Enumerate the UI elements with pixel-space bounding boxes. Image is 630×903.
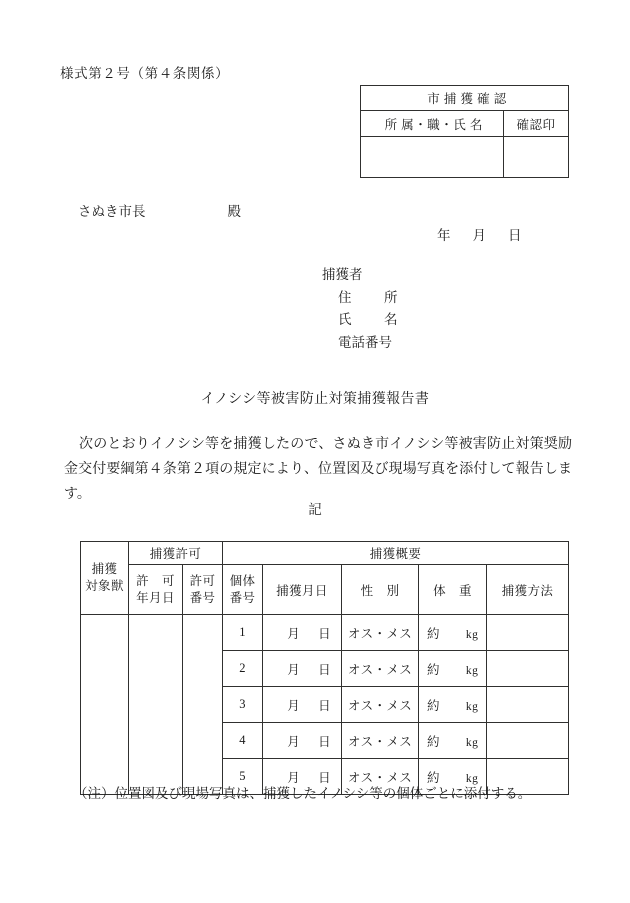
header-permit-number-line2: 番号	[189, 590, 216, 605]
capture-date-day-label: 日	[318, 770, 332, 785]
footnote: （注）位置図及び現場写真は、捕獲したイノシシ等の個体ごとに添付する。	[74, 786, 532, 801]
confirmation-field-affiliation[interactable]	[361, 137, 504, 178]
field-capture-date[interactable]	[263, 651, 342, 687]
weight-approx-label: 約	[427, 698, 440, 713]
capture-date-day-label: 日	[318, 626, 332, 641]
row-number: 1	[223, 615, 263, 651]
ki-marker: 記	[308, 502, 322, 517]
weight-unit-label: kg	[465, 736, 479, 749]
captor-address-label: 住	[338, 289, 352, 305]
document-title: イノシシ等被害防止対策捕獲報告書	[200, 392, 430, 407]
table-row	[81, 615, 569, 651]
header-permit-date-line1: 許 可	[136, 573, 175, 588]
field-weight[interactable]	[419, 651, 487, 687]
header-group-summary: 捕獲概要	[223, 542, 569, 565]
header-permit-number-line1: 許可	[189, 573, 216, 588]
header-permit-date-line2: 年月日	[136, 590, 175, 605]
captor-address-row	[322, 286, 398, 309]
body-paragraph: 次のとおりイノシシ等を捕獲したので、さぬき市イノシシ等被害防止対策奨励金交付要綱第４条第２項の規定により、位置図及び現場写真を添付して報告します。	[64, 437, 572, 502]
captor-phone-label: 電話番号	[338, 334, 392, 350]
confirmation-field-seal[interactable]	[504, 137, 569, 178]
captor-name-label-2: 名	[384, 312, 398, 327]
header-target-animal-line2: 対象獣	[85, 579, 124, 593]
confirmation-table-header: 市 捕 獲 確 認	[361, 86, 569, 111]
field-capture-method[interactable]	[487, 723, 569, 759]
capture-date-month-label: 月	[287, 770, 301, 785]
field-sex[interactable]: オス・メス	[342, 759, 419, 795]
capture-date-day-label: 日	[318, 698, 332, 713]
weight-approx-label: 約	[427, 734, 440, 749]
header-individual-number-line1: 個体	[229, 573, 256, 588]
field-capture-date[interactable]	[263, 687, 342, 723]
header-individual-number-line2: 番号	[229, 590, 256, 605]
field-sex[interactable]: オス・メス	[342, 651, 419, 687]
header-capture-date: 捕獲月日	[263, 565, 342, 615]
field-sex[interactable]: オス・メス	[342, 687, 419, 723]
field-capture-date[interactable]	[263, 723, 342, 759]
header-weight: 体 重	[419, 565, 487, 615]
field-sex[interactable]: オス・メス	[342, 723, 419, 759]
header-permit-date	[129, 565, 183, 615]
field-permit-date[interactable]	[129, 615, 183, 795]
field-capture-date[interactable]	[263, 615, 342, 651]
field-weight[interactable]	[419, 723, 487, 759]
header-target-animal	[81, 542, 129, 615]
weight-unit-label: kg	[465, 664, 479, 677]
header-target-animal-line1: 捕獲	[91, 562, 118, 576]
capture-date-month-label: 月	[287, 626, 301, 641]
weight-unit-label: kg	[465, 628, 479, 641]
capture-date-day-label: 日	[318, 662, 332, 677]
field-target-animal[interactable]	[81, 615, 129, 795]
captor-address-label-2: 所	[384, 289, 398, 305]
field-capture-method[interactable]	[487, 651, 569, 687]
capture-report-table	[80, 541, 569, 795]
weight-approx-label: 約	[427, 770, 440, 785]
addressee-name: さぬき市長	[78, 204, 146, 219]
header-individual-number	[223, 565, 263, 615]
date-line	[437, 224, 522, 244]
date-day-label: 日	[508, 228, 522, 243]
row-number: 4	[223, 723, 263, 759]
field-sex[interactable]: オス・メス	[342, 615, 419, 651]
field-weight[interactable]	[419, 687, 487, 723]
captor-block	[322, 263, 398, 353]
weight-unit-label: kg	[465, 700, 479, 713]
captor-name-row	[322, 308, 398, 331]
date-month-label: 月	[472, 228, 486, 243]
capture-date-month-label: 月	[287, 698, 301, 713]
row-number: 2	[223, 651, 263, 687]
capture-date-month-label: 月	[287, 734, 301, 749]
field-capture-method[interactable]	[487, 687, 569, 723]
field-capture-method[interactable]	[487, 615, 569, 651]
captor-phone-row	[322, 331, 398, 354]
captor-heading: 捕獲者	[322, 267, 363, 282]
city-confirmation-table	[360, 85, 569, 178]
weight-unit-label: kg	[465, 772, 479, 785]
addressee-honorific: 殿	[227, 204, 241, 219]
capture-date-month-label: 月	[287, 662, 301, 677]
capture-date-day-label: 日	[318, 734, 332, 749]
field-weight[interactable]	[419, 615, 487, 651]
header-capture-method: 捕獲方法	[487, 565, 569, 615]
row-number: 3	[223, 687, 263, 723]
row-number: 5	[223, 759, 263, 795]
weight-approx-label: 約	[427, 626, 440, 641]
form-number: 様式第２号（第４条関係）	[60, 66, 230, 81]
addressee-row	[78, 200, 241, 220]
field-permit-number[interactable]	[183, 615, 223, 795]
captor-name-label: 氏	[338, 312, 352, 327]
header-permit-number	[183, 565, 223, 615]
weight-approx-label: 約	[427, 662, 440, 677]
date-year-label: 年	[437, 228, 451, 243]
confirmation-column-seal: 確認印	[504, 111, 569, 137]
confirmation-column-affiliation: 所 属・職・氏 名	[361, 111, 504, 137]
header-group-permit: 捕獲許可	[129, 542, 223, 565]
header-sex: 性 別	[342, 565, 419, 615]
